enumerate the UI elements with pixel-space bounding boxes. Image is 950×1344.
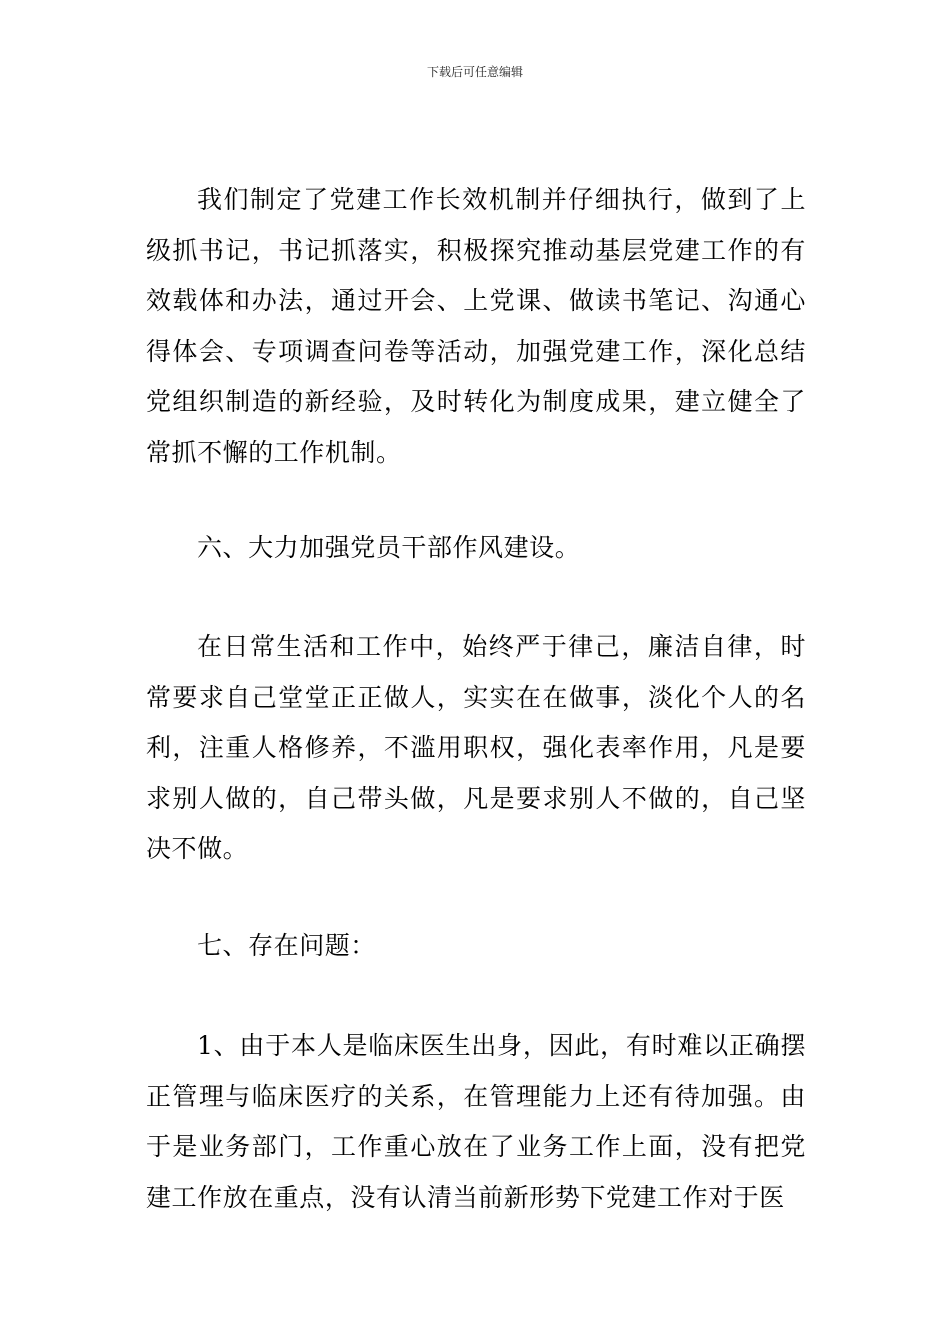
- paragraph-work-mechanism: 我们制定了党建工作长效机制并仔细执行，做到了上级抓书记，书记抓落实，积极探究推动基层党建工作的有效载体和办法，通过开会、上党课、做读书笔记、沟通心得体会、专项调查问卷等活动，加强党建工作，深化总结党组织制造的新经验，及时转化为制度成果，建立健全了常抓不懈的工作机制。: [146, 185, 806, 467]
- page-header-note: 下载后可任意编辑: [426, 65, 523, 79]
- paragraph-existing-problems: 1、由于本人是临床医生出身，因此，有时难以正确摆正管理与临床医疗的关系，在管理能力上还有待加强。由于是业务部门，工作重心放在了业务工作上面，没有把党建工作放在重点，没有认清当前新形势下党建工作对于医: [146, 1031, 806, 1212]
- section-heading-six: 六、大力加强党员干部作风建设。: [197, 533, 581, 562]
- section-heading-seven: 七、存在问题：: [197, 931, 376, 960]
- paragraph-self-discipline: 在日常生活和工作中，始终严于律己，廉洁自律，时常要求自己堂堂正正做人，实实在在做事，淡化个人的名利，注重人格修养，不滥用职权，强化表率作用，凡是要求别人做的，自己带头做，凡是要求别人不做的，自己坚决不做。: [146, 632, 806, 863]
